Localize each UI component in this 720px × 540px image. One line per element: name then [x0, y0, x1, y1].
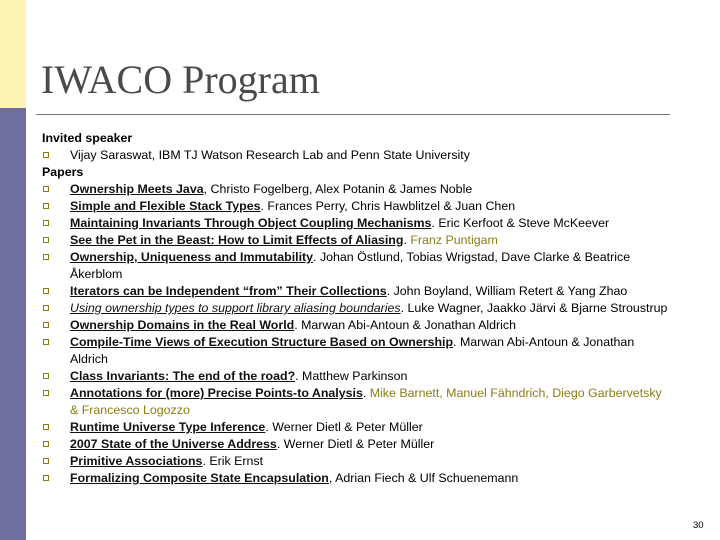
paper-item	[42, 198, 672, 215]
paper-title-link[interactable]: Primitive Associations	[70, 454, 203, 468]
paper-separator: .	[362, 386, 370, 400]
paper-authors: Marwan Abi-Antoun & Jonathan Aldrich	[70, 335, 635, 366]
square-bullet-icon	[43, 237, 49, 243]
paper-item	[42, 181, 672, 198]
title-divider	[36, 114, 670, 115]
paper-authors: Adrian Fiech & Ulf Schuenemann	[335, 471, 519, 485]
paper-title-link[interactable]: Ownership, Uniqueness and Immutability	[70, 250, 314, 264]
paper-separator: .	[313, 250, 320, 264]
paper-item	[42, 283, 672, 300]
paper-title-link[interactable]: Iterators can be Independent “from” Their Collections	[70, 284, 387, 298]
paper-item	[42, 368, 672, 385]
square-bullet-icon	[43, 203, 49, 209]
paper-separator: .	[295, 369, 303, 383]
paper-item	[42, 436, 672, 453]
paper-item	[42, 419, 672, 436]
paper-title-link[interactable]: Runtime Universe Type Inference	[70, 420, 266, 434]
paper-item	[42, 317, 672, 334]
slide-content	[42, 130, 672, 487]
paper-title-link[interactable]: Annotations for (more) Precise Points-to Analysis	[70, 386, 363, 400]
paper-separator: .	[265, 420, 273, 434]
square-bullet-icon	[43, 186, 49, 192]
square-bullet-icon	[43, 288, 49, 294]
paper-title-link[interactable]: Formalizing Composite State Encapsulation	[70, 471, 329, 485]
paper-separator: .	[260, 199, 268, 213]
slide-title: IWACO Program	[41, 57, 320, 102]
left-accent-bar-bottom	[0, 108, 26, 540]
paper-title-link[interactable]: Ownership Meets Java	[70, 182, 204, 196]
slide-number: 30	[693, 520, 704, 531]
paper-item	[42, 232, 672, 249]
paper-authors: Werner Dietl & Peter Müller	[283, 437, 435, 451]
paper-separator: .	[276, 437, 284, 451]
invited-speaker-heading: Invited speaker	[42, 131, 133, 145]
square-bullet-icon	[43, 254, 49, 260]
paper-authors: Marwan Abi-Antoun & Jonathan Aldrich	[301, 318, 517, 332]
paper-title-link[interactable]: Simple and Flexible Stack Types	[70, 199, 261, 213]
paper-item	[42, 470, 672, 487]
invited-speaker-item	[42, 147, 672, 164]
papers-list	[42, 181, 672, 487]
square-bullet-icon	[43, 373, 49, 379]
paper-authors: Mike Barnett, Manuel Fähndrich, Diego Garbervetsky & Francesco Logozzo	[70, 386, 662, 417]
invited-speaker-list	[42, 147, 672, 164]
paper-item	[42, 334, 672, 368]
square-bullet-icon	[43, 441, 49, 447]
paper-title-link[interactable]: See the Pet in the Beast: How to Limit Effects of Aliasing	[70, 233, 404, 247]
paper-authors: Franz Puntigam	[410, 233, 498, 247]
square-bullet-icon	[43, 424, 49, 430]
paper-title-link[interactable]: Compile-Time Views of Execution Structure Based on Ownership	[70, 335, 454, 349]
square-bullet-icon	[43, 339, 49, 345]
paper-authors: Eric Kerfoot & Steve McKeever	[438, 216, 610, 230]
paper-separator: ,	[328, 471, 336, 485]
paper-title-link[interactable]: Maintaining Invariants Through Object Coupling Mechanisms	[70, 216, 432, 230]
left-accent-bar-top	[0, 0, 26, 108]
paper-separator: .	[386, 284, 394, 298]
paper-separator: .	[403, 233, 411, 247]
invited-speaker-text: Vijay Saraswat, IBM TJ Watson Research Lab and Penn State University	[70, 148, 470, 162]
paper-separator: .	[431, 216, 439, 230]
paper-authors: Matthew Parkinson	[302, 369, 408, 383]
paper-authors: John Boyland, William Retert & Yang Zhao	[393, 284, 628, 298]
papers-heading: Papers	[42, 165, 84, 179]
paper-title-link[interactable]: Using ownership types to support library aliasing boundaries	[70, 301, 401, 315]
paper-item	[42, 249, 672, 283]
paper-separator: .	[400, 301, 408, 315]
paper-item	[42, 385, 672, 419]
paper-separator: .	[453, 335, 460, 349]
paper-item	[42, 300, 672, 317]
paper-separator: .	[294, 318, 302, 332]
paper-authors: Frances Perry, Chris Hawblitzel & Juan Chen	[267, 199, 516, 213]
square-bullet-icon	[43, 390, 49, 396]
paper-title-link[interactable]: Ownership Domains in the Real World	[70, 318, 295, 332]
paper-separator: ,	[203, 182, 211, 196]
paper-authors: Werner Dietl & Peter Müller	[272, 420, 423, 434]
paper-title-link[interactable]: 2007 State of the Universe Address	[70, 437, 277, 451]
square-bullet-icon	[43, 475, 49, 481]
paper-authors: Johan Östlund, Tobias Wrigstad, Dave Clarke & Beatrice Åkerblom	[70, 250, 631, 281]
paper-title-link[interactable]: Class Invariants: The end of the road?	[70, 369, 296, 383]
paper-authors: Erik Ernst	[209, 454, 264, 468]
square-bullet-icon	[43, 322, 49, 328]
square-bullet-icon	[43, 458, 49, 464]
paper-separator: .	[202, 454, 210, 468]
square-bullet-icon	[43, 152, 49, 158]
square-bullet-icon	[43, 220, 49, 226]
paper-item	[42, 453, 672, 470]
paper-authors: Luke Wagner, Jaakko Järvi & Bjarne Stroustrup	[407, 301, 668, 315]
paper-authors: Christo Fogelberg, Alex Potanin & James Noble	[210, 182, 473, 196]
paper-item	[42, 215, 672, 232]
square-bullet-icon	[43, 305, 49, 311]
